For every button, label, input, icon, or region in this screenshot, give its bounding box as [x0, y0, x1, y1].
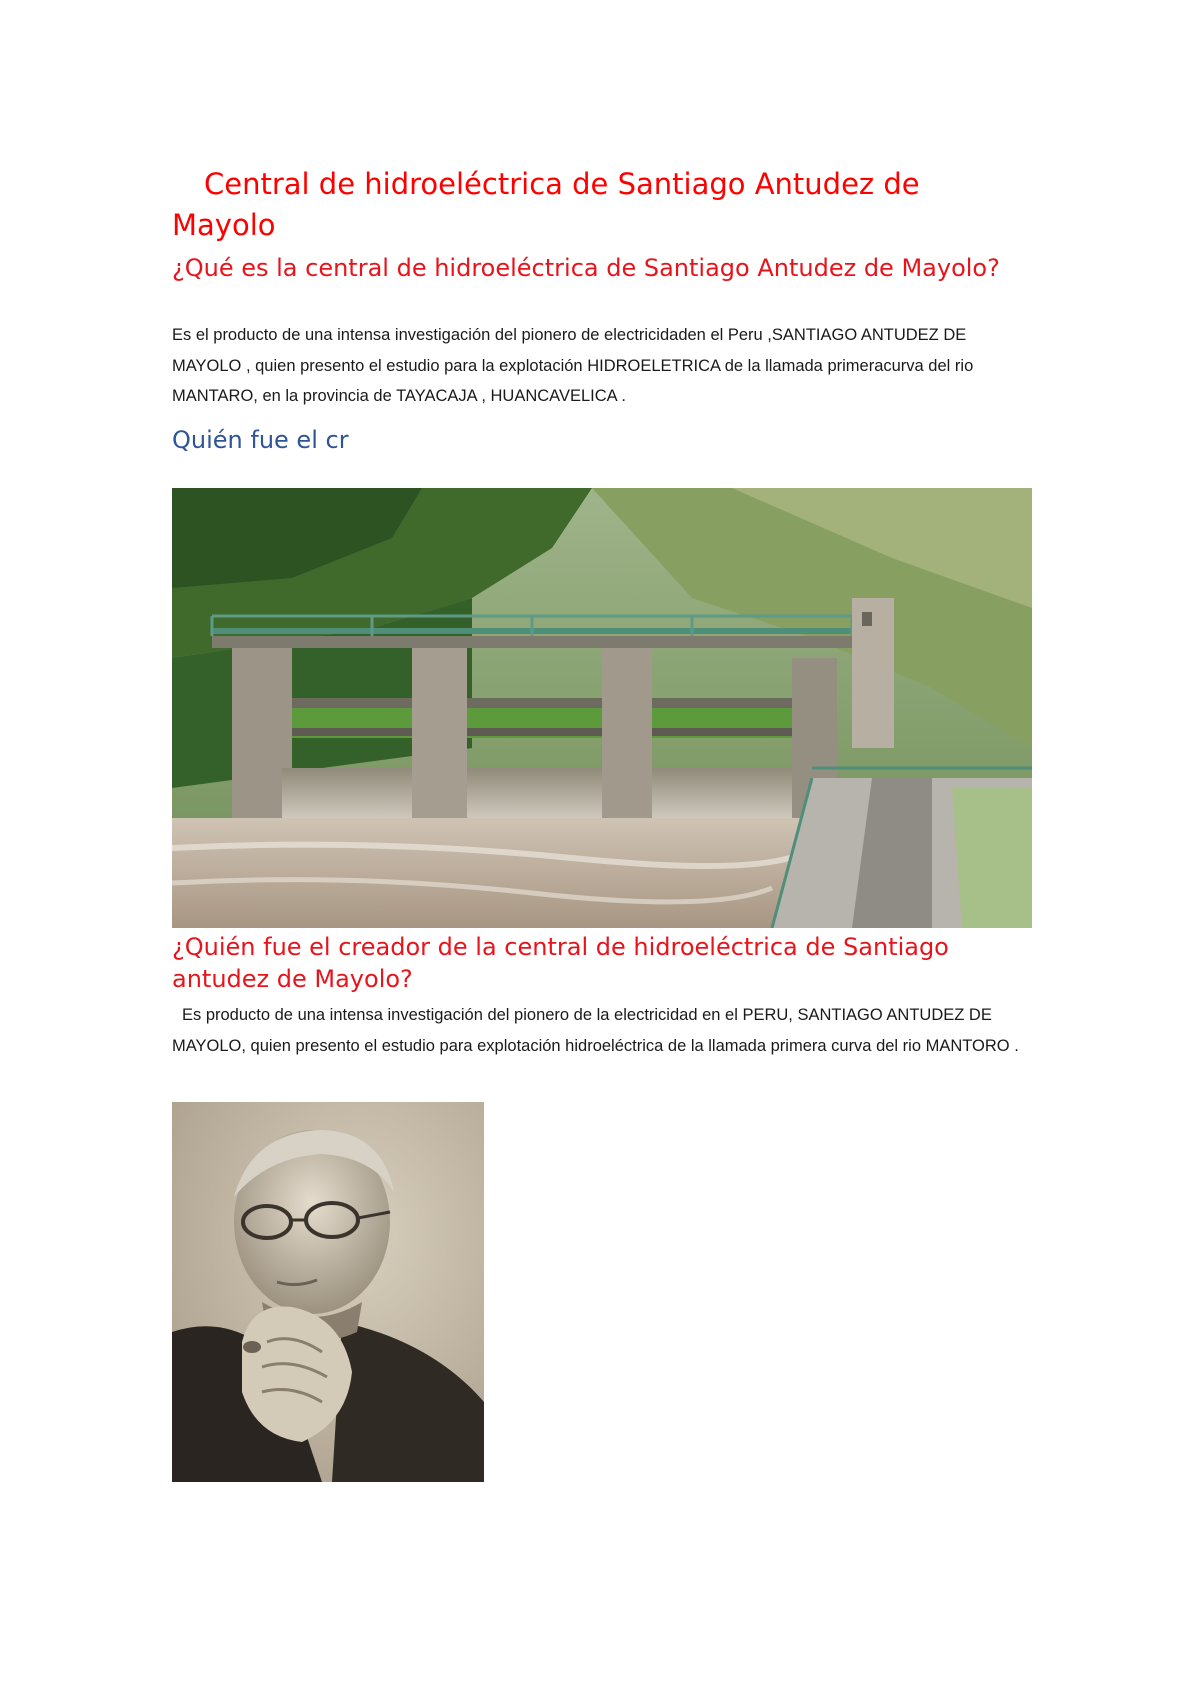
document-title: Central de hidroeléctrica de Santiago Antudez de Mayolo — [172, 167, 920, 242]
portrait-photo — [172, 1102, 484, 1482]
dam-photo — [172, 488, 1032, 928]
question-heading-2: ¿Quién fue el creador de la central de hidroeléctrica de Santiago antudez de Mayolo? — [172, 933, 949, 993]
body-paragraph-1: Es el producto de una intensa investigación del pionero de electricidaden el Peru ,SANTIAGO ANTUDEZ DE MAYOLO , quien presento el estudio para la explotación HIDROELETRICA de la llamada primeracurva del rio MANTARO, en la provincia de TAYACAJA , HUANCAVELICA . — [172, 326, 974, 405]
question-heading-1: ¿Qué es la central de hidroeléctrica de Santiago Antudez de Mayolo? — [172, 254, 1000, 282]
body-paragraph-2: Es producto de una intensa investigación del pionero de la electricidad en el PERU, SANTIAGO ANTUDEZ DE MAYOLO, quien presento el estudio para explotación hidroeléctrica de la llamada primera curva del rio MANTORO . — [172, 1006, 1019, 1055]
subheading-truncated: Quién fue el cr — [172, 426, 349, 454]
